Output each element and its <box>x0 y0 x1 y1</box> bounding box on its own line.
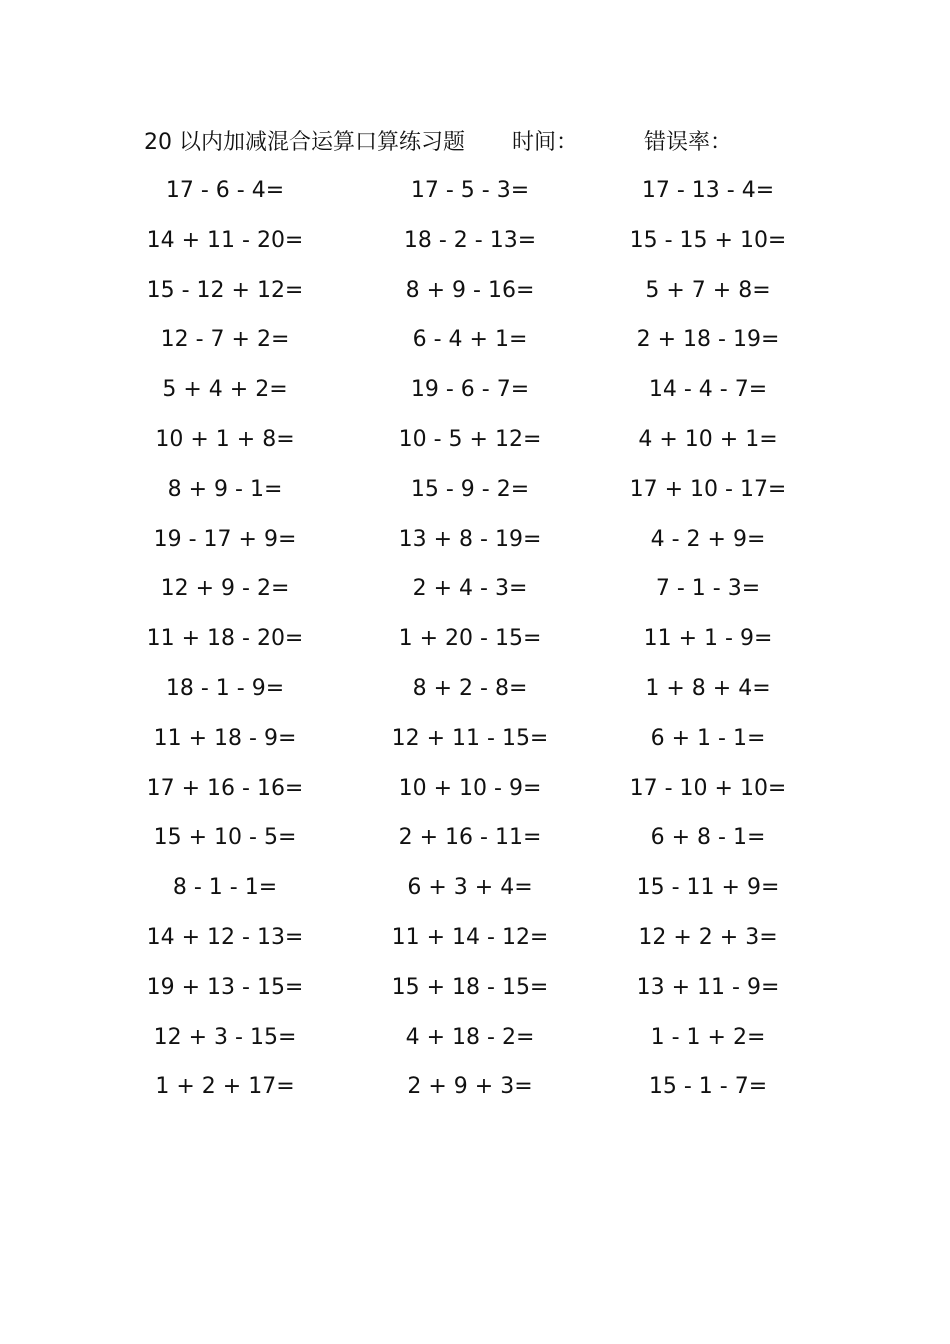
problem-row <box>140 1066 800 1116</box>
problem-item: 10 + 1 + 8= <box>155 426 295 452</box>
problem-item: 13 + 8 - 19= <box>398 526 542 552</box>
problem-item: 4 + 18 - 2= <box>405 1024 535 1050</box>
problem-item: 11 + 14 - 12= <box>391 924 549 950</box>
problem-item: 14 - 4 - 7= <box>648 377 768 403</box>
problem-item: 12 + 3 - 15= <box>153 1024 297 1050</box>
problem-item: 12 + 9 - 2= <box>160 576 290 602</box>
problem-item: 17 - 5 - 3= <box>410 178 530 203</box>
problem-item: 11 + 1 - 9= <box>643 626 773 652</box>
problem-item: 15 + 18 - 15= <box>391 974 549 1000</box>
problem-row <box>140 568 800 618</box>
problem-item: 6 - 4 + 1= <box>412 327 528 353</box>
problem-row <box>140 319 800 369</box>
problem-item: 6 + 8 - 1= <box>650 825 766 851</box>
problem-item: 17 - 13 - 4= <box>641 178 775 203</box>
problem-item: 10 - 5 + 12= <box>398 426 542 452</box>
problem-row <box>140 768 800 818</box>
problem-item: 1 + 20 - 15= <box>398 626 542 652</box>
problem-item: 12 + 11 - 15= <box>391 725 549 751</box>
problem-row <box>140 817 800 867</box>
problem-row <box>140 170 800 220</box>
problem-row <box>140 369 800 419</box>
worksheet-title: 20 以内加减混合运算口算练习题 <box>144 130 465 155</box>
problem-item: 15 - 9 - 2= <box>410 476 530 502</box>
problem-item: 17 - 10 + 10= <box>629 775 787 801</box>
worksheet-header <box>144 126 784 160</box>
problem-item: 2 + 18 - 19= <box>636 327 780 353</box>
problem-row <box>140 519 800 569</box>
problem-item: 15 - 1 - 7= <box>648 1074 768 1100</box>
problem-row <box>140 618 800 668</box>
problem-item: 2 + 16 - 11= <box>398 825 542 851</box>
problem-row <box>140 220 800 270</box>
problem-row <box>140 967 800 1017</box>
problem-item: 17 + 16 - 16= <box>146 775 304 801</box>
problem-item: 1 + 8 + 4= <box>645 675 771 701</box>
problem-item: 15 - 11 + 9= <box>636 875 780 901</box>
problem-row <box>140 1017 800 1067</box>
problem-item: 14 + 11 - 20= <box>146 227 304 253</box>
problem-item: 11 + 18 - 9= <box>153 725 297 751</box>
problem-item: 2 + 4 - 3= <box>412 576 528 602</box>
problem-item: 8 - 1 - 1= <box>172 875 278 901</box>
problem-item: 17 - 6 - 4= <box>165 178 285 203</box>
problem-row <box>140 718 800 768</box>
problem-item: 8 + 9 - 1= <box>167 476 283 502</box>
problem-item: 7 - 1 - 3= <box>655 576 761 602</box>
problem-item: 6 + 1 - 1= <box>650 725 766 751</box>
problem-item: 18 - 1 - 9= <box>165 675 285 701</box>
problem-item: 6 + 3 + 4= <box>407 875 533 901</box>
problem-item: 1 - 1 + 2= <box>650 1024 766 1050</box>
problem-item: 19 - 6 - 7= <box>410 377 530 403</box>
problem-item: 15 - 12 + 12= <box>146 277 304 303</box>
problem-item: 19 + 13 - 15= <box>146 974 304 1000</box>
time-label: 时间： <box>512 130 579 155</box>
problem-item: 12 + 2 + 3= <box>638 924 778 950</box>
problem-grid <box>140 170 800 1116</box>
problem-item: 19 - 17 + 9= <box>153 526 297 552</box>
problem-item: 14 + 12 - 13= <box>146 924 304 950</box>
problem-item: 17 + 10 - 17= <box>629 476 787 502</box>
problem-row <box>140 917 800 967</box>
problem-item: 10 + 10 - 9= <box>398 775 542 801</box>
problem-item: 1 + 2 + 17= <box>155 1074 295 1100</box>
problem-item: 15 + 10 - 5= <box>153 825 297 851</box>
problem-item: 8 + 2 - 8= <box>412 675 528 701</box>
problem-item: 18 - 2 - 13= <box>403 227 537 253</box>
problem-item: 5 + 7 + 8= <box>645 277 771 303</box>
problem-row <box>140 419 800 469</box>
problem-row <box>140 867 800 917</box>
problem-item: 15 - 15 + 10= <box>629 227 787 253</box>
problem-item: 8 + 9 - 16= <box>405 277 535 303</box>
problem-item: 4 + 10 + 1= <box>638 426 778 452</box>
problem-row <box>140 668 800 718</box>
problem-item: 5 + 4 + 2= <box>162 377 288 403</box>
error-rate-label: 错误率： <box>644 130 733 155</box>
problem-item: 2 + 9 + 3= <box>407 1074 533 1100</box>
problem-item: 4 - 2 + 9= <box>650 526 766 552</box>
problem-item: 13 + 11 - 9= <box>636 974 780 1000</box>
problem-row <box>140 270 800 320</box>
problem-item: 12 - 7 + 2= <box>160 327 290 353</box>
problem-item: 11 + 18 - 20= <box>146 626 304 652</box>
problem-row <box>140 469 800 519</box>
